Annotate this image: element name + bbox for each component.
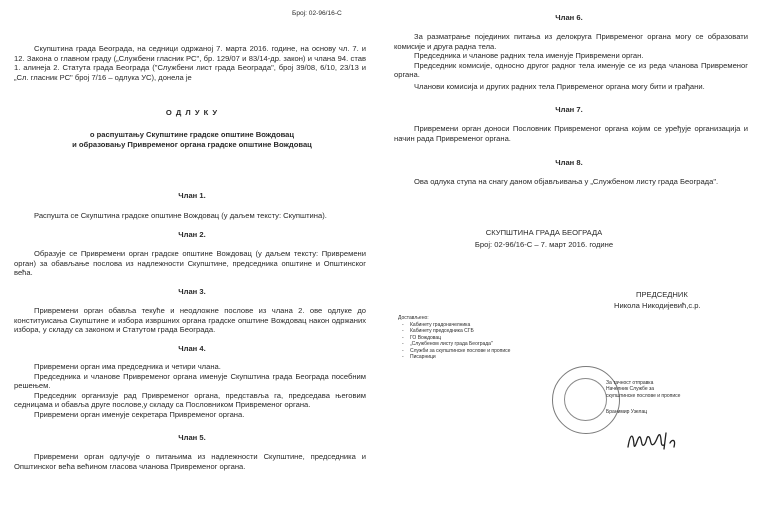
- article-4-paragraph: Привремени орган именује секретара Привременог органа.: [34, 409, 245, 419]
- document-title: О Д Л У К У: [165, 108, 219, 117]
- assembly-number-date: Број: 02-96/16-С – 7. март 2016. године: [474, 240, 614, 249]
- article-4-heading: Члан 4.: [178, 344, 206, 353]
- article-8-text: Ова одлука ступа на снагу даном објављивања у „Службеном листу града Београда".: [414, 177, 719, 186]
- document-subtitle-1: о распуштању Скупштине градске општине Вождовац: [89, 130, 295, 139]
- article-5-text: Привремени орган одлучује о питањима из надлежности Скупштине, председника и Општинског већа већином гласова чланова Привременог органа.: [14, 452, 366, 471]
- article-3-text: Привремени орган обавља текуће и неодложне послове из члана 2. ове одлуке до конституисања Скупштине и избора извршних органа градске општине Вождовац након одржаних избора, у складу са законом и Статутом града Београда.: [14, 306, 366, 335]
- article-4-paragraph: Привремени орган има председника и четири члана.: [34, 362, 221, 371]
- certification-line: скупштинске послове и прописе: [606, 392, 681, 399]
- recipient-item: - Писарници: [410, 354, 510, 360]
- article-7-heading: Члан 7.: [555, 105, 583, 114]
- recipient-item: - Кабинету градоначелника: [410, 322, 510, 328]
- stamp-inner-ring: [564, 378, 607, 421]
- handwritten-signature: [624, 425, 684, 453]
- article-6-body: [394, 32, 748, 92]
- article-7-text: Привремени орган доноси Пословник Привременог органа којим се уређује организација и начин рада Привременог органа.: [394, 124, 748, 143]
- article-1-text: Распушта се Скупштина градске општине Вождовац (у даљем тексту: Скупштина).: [34, 211, 327, 220]
- recipient-item: - ГО Вождовац: [410, 335, 510, 341]
- article-6-paragraph: За разматрање појединих питања из делокруга Привременог органа могу се образовати комисије и друга радна тела.: [394, 32, 748, 51]
- recipient-item: - Кабинету председника СГБ: [410, 328, 510, 334]
- article-2-text: Образује се Привремени орган градске општине Вождовац (у даљем тексту: Привремени орган) за обављање послова из надлежности Скупштине, председника општине и Општинског већа.: [14, 249, 366, 278]
- president-name: Никола Никодијевић,с.р.: [614, 301, 701, 310]
- article-4-paragraph: Председник организује рад Привременог органа, представља га, председава његовим седницама и обавља друге послове,у складу са Пословником Привременог органа.: [14, 390, 366, 410]
- certification-line: Начелник Службе за: [606, 386, 655, 393]
- article-3-heading: Члан 3.: [178, 287, 206, 296]
- preamble: Скупштина града Београда, на седници одржаној 7. марта 2016. године, на основу чл. 7. и 12. Закона о главном граду („Службени гласник РС", бр. 129/07 и 83/14-др. закон) и члана 94. став 1. алинеја 2. Статута града Београда ("Службени лист града Београда", број 39/08, 6/10, 23/13 и „Сл. гласник РС" број 7/16 – одлука УС), донела је: [14, 44, 366, 82]
- assembly-name: СКУПШТИНА ГРАДА БЕОГРАДА: [485, 228, 603, 237]
- article-2-heading: Члан 2.: [178, 230, 206, 239]
- recipient-item: - Служби за скупштинске послове и прописе: [410, 348, 510, 354]
- article-6-paragraph: Председник комисије, односно другог радног тела именује се из реда чланова Привременог органа.: [394, 60, 748, 80]
- article-4-body: [14, 362, 366, 420]
- certification-signer: Бранимир Узелац: [606, 409, 648, 416]
- delivered-to-label: Достављено:: [398, 315, 429, 321]
- president-title: ПРЕДСЕДНИК: [636, 290, 688, 299]
- article-6-heading: Члан 6.: [555, 13, 583, 22]
- certification-line: За тачност отправка: [606, 380, 654, 386]
- recipients-list: [398, 322, 510, 360]
- article-1-heading: Члан 1.: [178, 191, 206, 200]
- certification-block: [606, 380, 726, 416]
- article-6-paragraph: Председника и чланове радних тела именује Привремени орган.: [414, 51, 644, 61]
- article-8-heading: Члан 8.: [555, 158, 583, 167]
- recipient-item: - „Службеном листу града Београда": [410, 341, 510, 347]
- article-4-paragraph: Председника и чланове Привременог органа именује Скупштина града Београда посебним решењем.: [14, 371, 366, 391]
- document-number: Број: 02-96/16-С: [292, 10, 342, 17]
- article-6-paragraph: Чланови комисија и других радних тела Привременог органа могу бити и грађани.: [414, 81, 705, 91]
- article-5-heading: Члан 5.: [178, 433, 206, 442]
- document-subtitle-2: и образовању Привременог органа градске општине Вождовац: [72, 140, 312, 149]
